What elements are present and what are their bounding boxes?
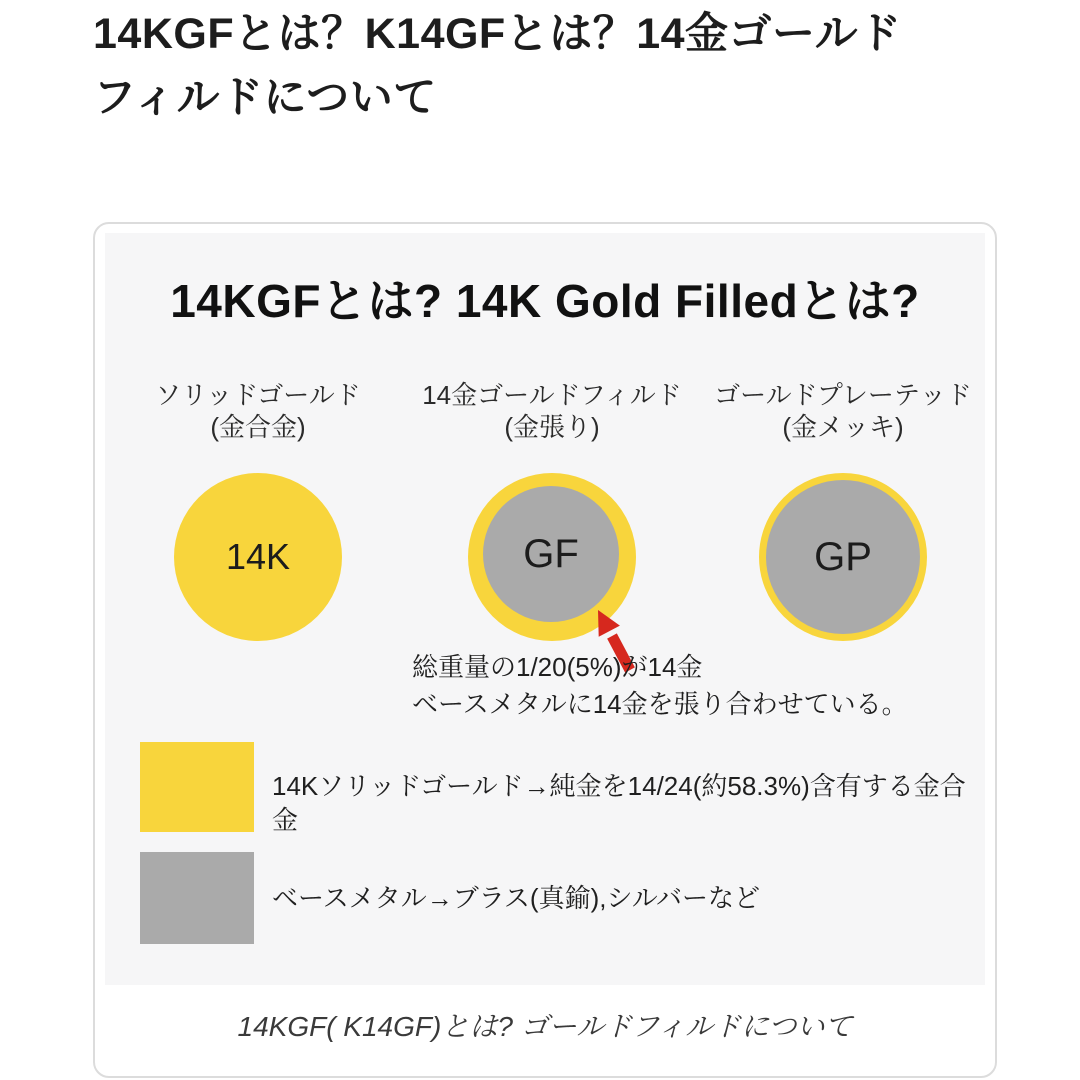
solid-gold-circle xyxy=(174,473,342,641)
gold-plated-circle-label: GP xyxy=(814,534,872,579)
legend-label-base-metal: ベースメタル→ブラス(真鍮),シルバーなど xyxy=(272,883,760,913)
page-title-line-2: フィルドについて xyxy=(93,74,437,122)
page-title xyxy=(93,2,1013,130)
column-label-solid-gold-line2: (金合金) xyxy=(210,412,306,442)
solid-gold-circle-label: 14K xyxy=(225,536,291,577)
gold-filled-circle-label: GF xyxy=(523,531,579,576)
page-title-line-1: 14KGFとは？K14GFとは？14金ゴールド xyxy=(93,10,902,58)
infographic-card xyxy=(93,222,997,1078)
column-label-gold-plated-line2: (金メッキ) xyxy=(782,412,904,442)
column-label-gold-filled-line1: 14金ゴールドフィルド xyxy=(422,380,682,410)
column-label-solid-gold xyxy=(108,379,408,443)
legend-label-gold: 14Kソリッドゴールド→純金を14/24(約58.3%)含有する金合金 xyxy=(272,771,966,835)
legend-swatch-gold xyxy=(140,742,254,832)
infographic-heading: 14KGFとは? 14K Gold Filledとは? xyxy=(170,275,920,327)
gold-plated-circle xyxy=(759,473,927,641)
column-label-solid-gold-line1: ソリッドゴールド xyxy=(155,380,361,410)
figure-caption: 14KGF( K14GF)とは? ゴールドフィルドについて xyxy=(237,1011,853,1042)
legend-swatch-base-metal xyxy=(140,852,254,944)
annotation-line-2: ベースメタルに14金を張り合わせている。 xyxy=(412,689,908,719)
column-label-gold-filled-line2: (金張り) xyxy=(504,412,600,442)
infographic-image xyxy=(105,233,985,985)
column-label-gold-plated-line1: ゴールドプレーテッド xyxy=(714,380,972,410)
column-label-gold-plated xyxy=(693,379,993,443)
column-label-gold-filled xyxy=(402,379,702,443)
gold-filled-annotation xyxy=(412,649,972,723)
annotation-line-1: 総重量の1/20(5%)が14金 xyxy=(412,652,703,682)
